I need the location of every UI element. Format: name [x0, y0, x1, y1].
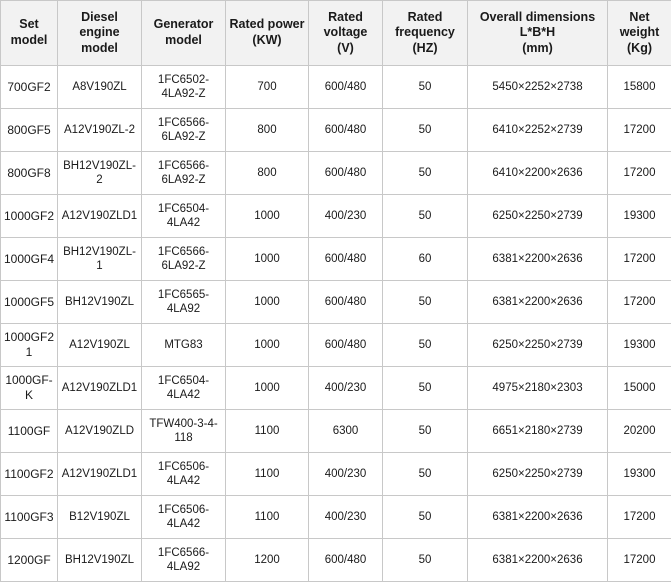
cell-generator-model: MTG83: [142, 324, 226, 367]
column-header-net-weight: [608, 1, 671, 66]
column-header-rated-frequency: [383, 1, 468, 66]
cell-rated-voltage: 400/230: [309, 195, 383, 238]
cell-net-weight: 17200: [608, 281, 671, 324]
cell-rated-voltage: 600/480: [309, 281, 383, 324]
table-row: [1, 453, 671, 496]
header-line: Rated: [311, 10, 380, 26]
cell-net-weight: 19300: [608, 195, 671, 238]
cell-rated-voltage: 600/480: [309, 238, 383, 281]
cell-set-model: 700GF2: [1, 66, 58, 109]
cell-set-model: 1100GF3: [1, 496, 58, 539]
cell-generator-model: 1FC6566-6LA92-Z: [142, 109, 226, 152]
table-header: [1, 1, 671, 66]
column-header-set-model: [1, 1, 58, 66]
table-row: [1, 152, 671, 195]
header-line: L*B*H: [470, 25, 605, 41]
column-header-overall-dimensions: [468, 1, 608, 66]
cell-engine-model: B12V190ZL: [58, 496, 142, 539]
column-header-rated-power: [226, 1, 309, 66]
cell-rated-power: 1100: [226, 410, 309, 453]
cell-rated-frequency: 50: [383, 367, 468, 410]
table-header-row: [1, 1, 671, 66]
cell-overall-dimensions: 6381×2200×2636: [468, 238, 608, 281]
cell-net-weight: 19300: [608, 324, 671, 367]
cell-net-weight: 17200: [608, 109, 671, 152]
table-row: [1, 281, 671, 324]
cell-rated-power: 1000: [226, 324, 309, 367]
column-header-generator-model: [142, 1, 226, 66]
cell-overall-dimensions: 6381×2200×2636: [468, 496, 608, 539]
cell-generator-model: 1FC6502-4LA92-Z: [142, 66, 226, 109]
cell-net-weight: 17200: [608, 496, 671, 539]
cell-overall-dimensions: 6250×2250×2739: [468, 324, 608, 367]
cell-engine-model: A12V190ZL: [58, 324, 142, 367]
cell-engine-model: A12V190ZL-2: [58, 109, 142, 152]
cell-rated-power: 700: [226, 66, 309, 109]
header-line: weight: [610, 25, 669, 41]
cell-rated-power: 1000: [226, 238, 309, 281]
cell-rated-voltage: 6300: [309, 410, 383, 453]
cell-rated-frequency: 50: [383, 109, 468, 152]
cell-rated-frequency: 60: [383, 238, 468, 281]
cell-generator-model: TFW400-3-4-118: [142, 410, 226, 453]
cell-rated-frequency: 50: [383, 66, 468, 109]
cell-set-model: 1000GF5: [1, 281, 58, 324]
cell-engine-model: A12V190ZLD1: [58, 453, 142, 496]
cell-rated-power: 800: [226, 152, 309, 195]
cell-engine-model: A12V190ZLD1: [58, 195, 142, 238]
cell-overall-dimensions: 6381×2200×2636: [468, 539, 608, 582]
cell-net-weight: 15800: [608, 66, 671, 109]
cell-rated-frequency: 50: [383, 152, 468, 195]
cell-rated-power: 1200: [226, 539, 309, 582]
cell-overall-dimensions: 6410×2252×2739: [468, 109, 608, 152]
cell-rated-power: 1100: [226, 453, 309, 496]
table-row: [1, 539, 671, 582]
cell-rated-voltage: 400/230: [309, 453, 383, 496]
cell-engine-model: BH12V190ZL-2: [58, 152, 142, 195]
header-line: Rated power: [228, 17, 306, 33]
cell-generator-model: 1FC6565-4LA92: [142, 281, 226, 324]
cell-overall-dimensions: 5450×2252×2738: [468, 66, 608, 109]
cell-overall-dimensions: 6381×2200×2636: [468, 281, 608, 324]
header-line: Diesel engine: [60, 10, 139, 41]
header-line: Rated frequency: [385, 10, 465, 41]
cell-rated-frequency: 50: [383, 453, 468, 496]
cell-rated-power: 1000: [226, 367, 309, 410]
table-row: [1, 66, 671, 109]
cell-rated-voltage: 600/480: [309, 66, 383, 109]
cell-set-model: 800GF8: [1, 152, 58, 195]
cell-set-model: 1200GF: [1, 539, 58, 582]
header-line: (HZ): [385, 41, 465, 57]
cell-overall-dimensions: 6250×2250×2739: [468, 195, 608, 238]
cell-rated-power: 1000: [226, 195, 309, 238]
table-row: [1, 238, 671, 281]
cell-set-model: 1000GF4: [1, 238, 58, 281]
header-line: Overall dimensions: [470, 10, 605, 26]
cell-rated-frequency: 50: [383, 410, 468, 453]
column-header-rated-voltage: [309, 1, 383, 66]
header-line: (KW): [228, 33, 306, 49]
cell-rated-voltage: 400/230: [309, 496, 383, 539]
cell-rated-power: 1100: [226, 496, 309, 539]
cell-set-model: 1000GF21: [1, 324, 58, 367]
cell-set-model: 1000GF2: [1, 195, 58, 238]
cell-rated-power: 1000: [226, 281, 309, 324]
cell-set-model: 1100GF2: [1, 453, 58, 496]
cell-generator-model: 1FC6504-4LA42: [142, 367, 226, 410]
cell-set-model: 1100GF: [1, 410, 58, 453]
header-line: Net: [610, 10, 669, 26]
cell-generator-model: 1FC6566-6LA92-Z: [142, 152, 226, 195]
table-row: [1, 109, 671, 152]
cell-engine-model: BH12V190ZL: [58, 539, 142, 582]
cell-rated-voltage: 600/480: [309, 539, 383, 582]
cell-generator-model: 1FC6566-6LA92-Z: [142, 238, 226, 281]
header-line: (V): [311, 41, 380, 57]
table-row: [1, 367, 671, 410]
table-row: [1, 410, 671, 453]
header-line: (mm): [470, 41, 605, 57]
cell-rated-frequency: 50: [383, 539, 468, 582]
header-line: Set: [3, 17, 55, 33]
table-row: [1, 195, 671, 238]
cell-rated-frequency: 50: [383, 496, 468, 539]
cell-set-model: 1000GF-K: [1, 367, 58, 410]
cell-generator-model: 1FC6504-4LA42: [142, 195, 226, 238]
header-line: voltage: [311, 25, 380, 41]
cell-overall-dimensions: 6651×2180×2739: [468, 410, 608, 453]
cell-net-weight: 15000: [608, 367, 671, 410]
cell-generator-model: 1FC6506-4LA42: [142, 496, 226, 539]
cell-net-weight: 20200: [608, 410, 671, 453]
header-line: model: [60, 41, 139, 57]
header-line: model: [144, 33, 223, 49]
cell-set-model: 800GF5: [1, 109, 58, 152]
table-row: [1, 496, 671, 539]
cell-net-weight: 17200: [608, 539, 671, 582]
cell-rated-power: 800: [226, 109, 309, 152]
cell-rated-voltage: 600/480: [309, 324, 383, 367]
cell-net-weight: 19300: [608, 453, 671, 496]
cell-generator-model: 1FC6506-4LA42: [142, 453, 226, 496]
cell-engine-model: BH12V190ZL-1: [58, 238, 142, 281]
cell-overall-dimensions: 6250×2250×2739: [468, 453, 608, 496]
cell-rated-frequency: 50: [383, 281, 468, 324]
header-line: model: [3, 33, 55, 49]
cell-overall-dimensions: 6410×2200×2636: [468, 152, 608, 195]
cell-rated-voltage: 600/480: [309, 152, 383, 195]
cell-engine-model: A12V190ZLD1: [58, 367, 142, 410]
header-line: Generator: [144, 17, 223, 33]
table-row: [1, 324, 671, 367]
cell-rated-frequency: 50: [383, 195, 468, 238]
cell-rated-frequency: 50: [383, 324, 468, 367]
table-body: [1, 66, 671, 582]
cell-rated-voltage: 600/480: [309, 109, 383, 152]
cell-engine-model: BH12V190ZL: [58, 281, 142, 324]
header-line: (Kg): [610, 41, 669, 57]
cell-overall-dimensions: 4975×2180×2303: [468, 367, 608, 410]
cell-engine-model: A8V190ZL: [58, 66, 142, 109]
cell-engine-model: A12V190ZLD: [58, 410, 142, 453]
cell-net-weight: 17200: [608, 152, 671, 195]
cell-rated-voltage: 400/230: [309, 367, 383, 410]
column-header-engine-model: [58, 1, 142, 66]
cell-generator-model: 1FC6566-4LA92: [142, 539, 226, 582]
cell-net-weight: 17200: [608, 238, 671, 281]
